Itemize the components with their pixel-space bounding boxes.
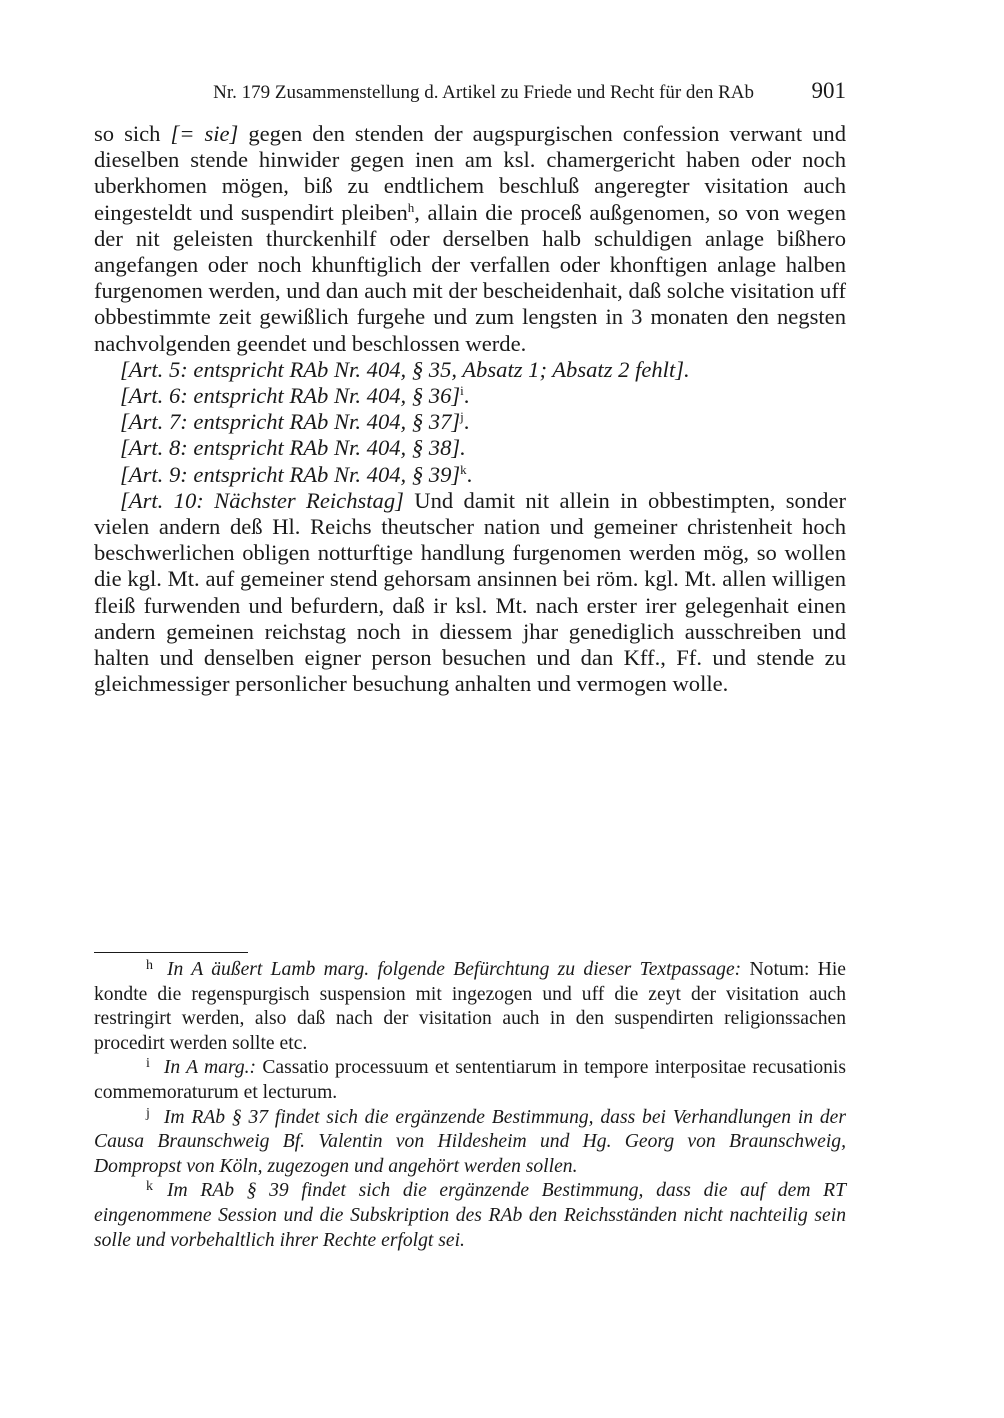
article-6-text: [Art. 6: entspricht RAb Nr. 404, § 36]	[120, 383, 461, 409]
footnote-italic: In A marg.:	[163, 1057, 257, 1079]
footnote-j: j Im RAb § 37 findet sich die ergänzende Bestimmung, dass bei Verhandlungen in der Causa Braunschweig Bf. Valentin von Hildesheim und Hg. Georg von Braunschweig, Dompropst von Köln, zugezogen und angehört werden sollen.	[94, 1105, 846, 1177]
period: .	[463, 409, 470, 435]
text-run: so sich	[94, 121, 171, 146]
footnote-ref-j[interactable]: j	[460, 409, 464, 425]
footnote-italic: Im RAb § 37 findet sich die ergänzende Bestimmung, dass bei Verhandlungen in der Causa Braunschweig Bf. Valentin von Hildesheim und Hg. Georg von Braunschweig, Dompropst von Köln, zugezogen und angehört werden sollen.	[94, 1106, 846, 1177]
page-number: 901	[811, 78, 846, 103]
article-5-note: [Art. 5: entspricht RAb Nr. 404, § 35, Absatz 1; Absatz 2 fehlt].	[120, 356, 690, 382]
footnote-k: k Im RAb § 39 findet sich die ergänzende Bestimmung, dass die auf dem RT eingenommene Session und die Subskription des RAb den Reichsständen nicht nachteilig sein solle und vorbehaltlich ihrer Rechte erfolgt sei.	[94, 1179, 846, 1251]
text-run: , allain die proceß außgenomen, so von wegen der nit geleisten thurckenhilf oder derselben halb schuldigen anlage bißhero angefangen oder noch khunftiglich der verfallen oder khonftigen anlage halben furgenomen werden, und dan auch mit der bescheidenhait, daß solche visitation uff obbestimmte zeit gewißlich furgehe und zum lengsten in 3 monaten den negsten nachvolgenden geendet und beschlossen werde.	[94, 199, 847, 356]
article-8-note: [Art. 8: entspricht RAb Nr. 404, § 38].	[120, 435, 466, 461]
period: .	[463, 383, 470, 409]
footnote-ref-h[interactable]: h	[407, 199, 415, 215]
editorial-insert: [= sie]	[170, 121, 239, 146]
page-header	[94, 78, 846, 108]
footnotes	[94, 958, 846, 1253]
running-head: Nr. 179 Zusammenstellung d. Artikel zu Friede und Recht für den RAb	[213, 82, 754, 103]
article-10-text: Und damit nit allein in obbestimpten, sonder vielen andern deß Hl. Reichs theutscher nation und gemeiner christenheit hoch beschwerlichen obligen notturftige handlung furgenomen werden mög, so wollen die kgl. Mt. auf gemeiner stend gehorsam ansinnen bei röm. kgl. Mt. allen willigen fleiß furwenden und befurdern, daß ir ksl. Mt. nach erster irer gelegenhait einen andern gemeinen reichstag noch in diessem jhar genediglich ausschreiben und halten und denselben eigner person besuchen und dan Kff., Ff. und stende zu gleichmessiger personlicher besuchung anhalten und vermogen wolle.	[94, 487, 846, 697]
period: .	[466, 461, 473, 487]
footnote-ref-i[interactable]: i	[460, 383, 464, 399]
article-7-text: [Art. 7: entspricht RAb Nr. 404, § 37]	[120, 409, 461, 435]
text-run: gegen den stenden der augspurgischen confession verwant und dieselben stende hinwider gegen inen am ksl. chamergericht haben oder noch uberkhomen mögen, biß zu endtlichem beschluß angeregter visitation auch eingesteldt und suspendirt pleiben	[94, 121, 846, 225]
article-10-heading: [Art. 10: Nächster Reichstag]	[120, 487, 404, 513]
footnote-italic: In A äußert Lamb marg. folgende Befürchtung zu dieser Textpassage:	[167, 959, 742, 980]
article-6-note	[94, 383, 846, 409]
article-7-note	[94, 409, 846, 435]
main-text	[94, 121, 846, 697]
footnote-ref-k[interactable]: k	[460, 461, 467, 477]
footnote-rule	[94, 952, 248, 953]
article-10-paragraph	[94, 488, 846, 698]
footnote-text: Cassatio processuum et sententiarum in tempore interpositae recusationis commemoraturum et lecturum.	[94, 1057, 846, 1103]
footnote-i: i In A marg.: Cassatio processuum et sententiarum in tempore interpositae recusationis commemoraturum et lecturum.	[94, 1056, 846, 1103]
article-9-text: [Art. 9: entspricht RAb Nr. 404, § 39]	[120, 461, 461, 487]
article-9-note	[94, 462, 846, 488]
footnote-italic: Im RAb § 39 findet sich die ergänzende Bestimmung, dass die auf dem RT eingenommene Session und die Subskription des RAb den Reichsständen nicht nachteilig sein solle und vorbehaltlich ihrer Rechte erfolgt sei.	[94, 1180, 846, 1251]
paragraph-continuation	[94, 121, 846, 357]
footnote-text: Notum: Hie kondte die regenspurgisch suspension mit ingezogen und uff die zeyt der visitation auch restringirt werden, also daß nach der visitation auch in den suspendirten religionssachen procedirt werden sollte etc.	[94, 959, 846, 1054]
footnote-h: h In A äußert Lamb marg. folgende Befürchtung zu dieser Textpassage: Notum: Hie kondte die regenspurgisch suspension mit ingezogen und uff die zeyt der visitation auch restringirt werden, also daß nach der visitation auch in den suspendirten religionssachen procedirt werden sollte etc.	[94, 958, 846, 1054]
